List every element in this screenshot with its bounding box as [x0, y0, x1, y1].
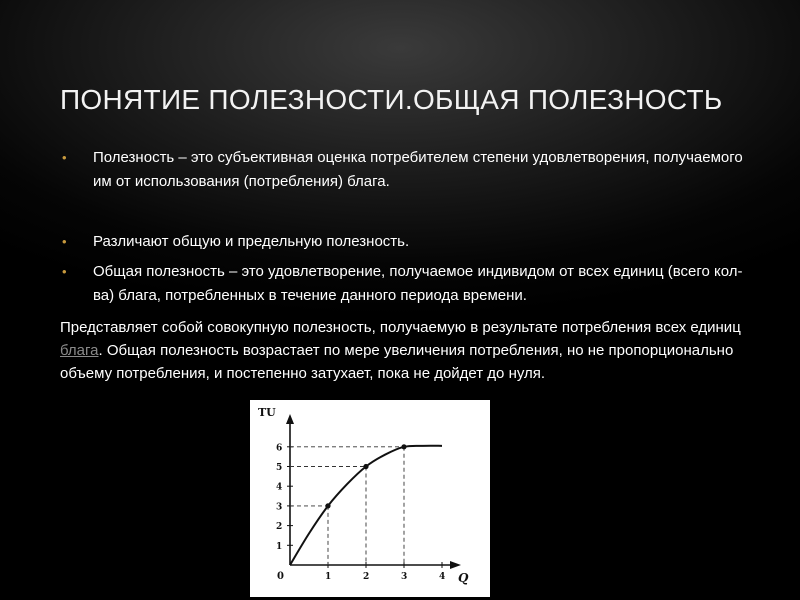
- paragraph-text-end: . Общая полезность возрастает по мере увеличения потребления, но не пропорционально объему потребления, и постепенно затухает, пока не дойдет до нуля.: [60, 342, 734, 382]
- description-paragraph: [60, 316, 750, 385]
- bullet-text: Полезность – это субъективная оценка потребителем степени удовлетворения, получаемого им от использования (потребления) блага.: [93, 149, 743, 190]
- x-tick-label: 2: [363, 572, 370, 582]
- y-tick-label: 3: [276, 502, 283, 513]
- blaga-link[interactable]: блага: [60, 342, 99, 359]
- y-tick-label: 6: [276, 443, 283, 454]
- y-tick-label: 1: [276, 541, 283, 552]
- chart-svg: [250, 400, 490, 597]
- bullet-marker: •: [62, 234, 67, 249]
- x-tick-label: 1: [325, 572, 332, 582]
- x-axis-arrow: [450, 561, 461, 569]
- slide-content: [60, 146, 750, 385]
- y-tick-label: 4: [276, 482, 283, 493]
- y-axis-label: TU: [258, 406, 276, 419]
- y-axis-arrow: [286, 414, 294, 424]
- x-tick-label: 4: [439, 572, 446, 582]
- bullet-marker: •: [62, 150, 67, 165]
- y-tick-label: 2: [276, 522, 283, 533]
- paragraph-text-start: Представляет собой совокупную полезность, получаемую в результате потребления всех единиц: [60, 319, 741, 336]
- bullet-marker: •: [62, 264, 67, 279]
- total-utility-chart: [250, 400, 490, 597]
- bullet-definition: [60, 146, 750, 194]
- y-tick-label: 5: [276, 463, 283, 473]
- x-tick-label: 3: [401, 572, 408, 582]
- bullet-total-utility: [60, 260, 750, 308]
- origin-label: 0: [277, 571, 284, 582]
- bullet-text: Различают общую и предельную полезность.: [93, 233, 410, 250]
- bullet-types: [60, 230, 750, 254]
- slide-title: ПОНЯТИЕ ПОЛЕЗНОСТИ.ОБЩАЯ ПОЛЕЗНОСТЬ: [60, 84, 723, 115]
- x-axis-label: Q: [458, 571, 469, 585]
- bullet-text: Общая полезность – это удовлетворение, получаемое индивидом от всех единиц (всего кол-ва) блага, потребленных в течение данного периода времени.: [93, 263, 743, 304]
